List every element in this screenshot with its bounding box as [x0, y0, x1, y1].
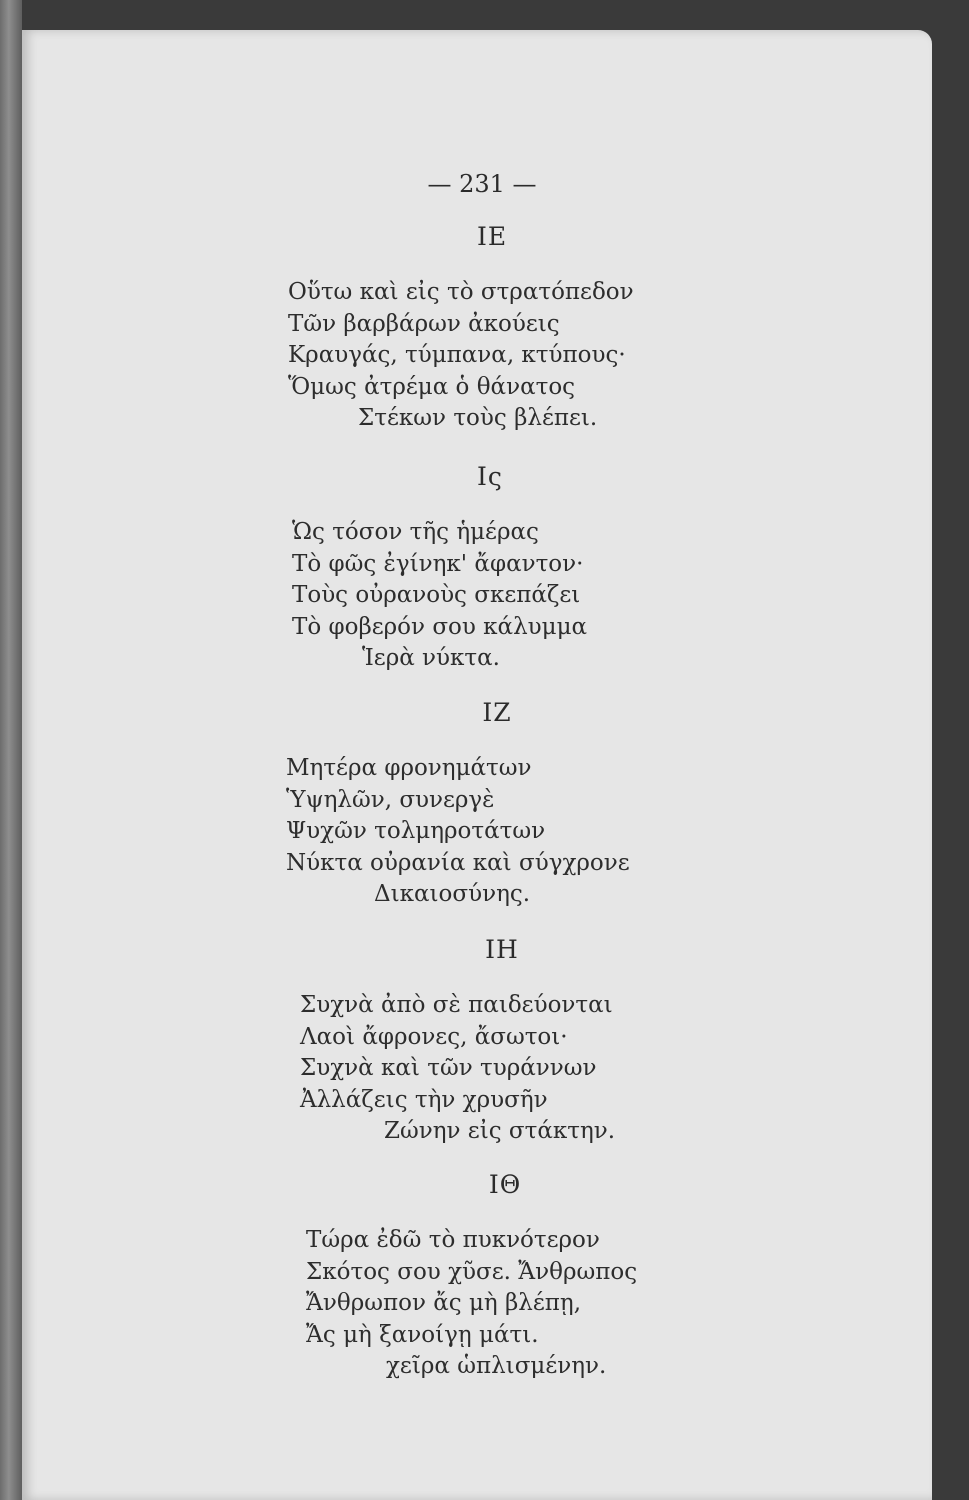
verse-line: Συχνὰ ἀπὸ σὲ παιδεύονται	[300, 992, 613, 1018]
stanza-ith	[22, 1170, 932, 1383]
page-number: — 231 —	[427, 170, 537, 198]
verse-line: Τῶν βαρβάρων ἀκούεις	[288, 310, 560, 337]
verse-line: Τὸ φοβερόν σου κάλυμμα	[292, 613, 588, 640]
book-binding	[0, 0, 22, 1500]
verse-line: Ὅμως ἀτρέμα ὁ θάνατος	[288, 373, 576, 400]
verse-line: Δικαιοσύνης.	[374, 881, 531, 907]
stanza-heading: Ις	[477, 462, 503, 491]
verse-line: Κραυγάς, τύμπανα, κτύπους·	[288, 342, 626, 368]
stanza-is	[22, 462, 932, 675]
verse-line: Ψυχῶν τολμηροτάτων	[286, 818, 546, 844]
stanza-heading: ΙΖ	[482, 698, 512, 727]
verse-line: Ζώνην εἰς στάκτην.	[384, 1118, 616, 1144]
stanza-ie	[22, 222, 932, 435]
verse-line: χεῖρα ὡπλισμένην.	[386, 1353, 607, 1379]
verse-line: Ἱερὰ νύκτα.	[362, 645, 500, 671]
verse-line: Στέκων τοὺς βλέπει.	[358, 405, 598, 431]
stanza-ih	[22, 935, 932, 1148]
verse-line: Μητέρα φρονημάτων	[286, 755, 532, 781]
verse-line: Τοὺς οὐρανοὺς σκεπάζει	[292, 582, 581, 608]
verse-line: Ὑψηλῶν, συνεργὲ	[286, 786, 495, 813]
stanza-heading: ΙΗ	[485, 935, 519, 964]
verse-line: Συχνὰ καὶ τῶν τυράννων	[300, 1055, 597, 1081]
verse-line: Ἀλλάζεις τὴν χρυσῆν	[300, 1086, 548, 1113]
verse-line: Ὡς τόσον τῆς ἡμέρας	[292, 519, 539, 545]
verse-line: Τὸ φῶς ἐγίνηκ' ἄφαντον·	[292, 550, 584, 577]
stanza-iz	[22, 698, 932, 911]
verse-line: Νύκτα οὐρανία καὶ σύγχρονε	[286, 849, 630, 876]
stanza-heading: ΙΘ	[488, 1170, 522, 1199]
verse-line: Σκότος σου χῦσε. Ἄνθρωπος	[306, 1258, 638, 1285]
stanza-heading: ΙΕ	[476, 222, 508, 251]
verse-line: Ἄνθρωπον ἄς μὴ βλέπῃ,	[306, 1290, 582, 1316]
verse-line: Τώρα ἐδῶ τὸ πυκνότερον	[306, 1227, 600, 1253]
verse-line: Οὕτω καὶ εἰς τὸ στρατόπεδον	[288, 279, 634, 305]
book-page	[22, 30, 932, 1500]
verse-line: Λαοὶ ἄφρονες, ἄσωτοι·	[300, 1023, 568, 1050]
verse-line: Ἄς μὴ ξανοίγῃ μάτι.	[306, 1321, 539, 1348]
